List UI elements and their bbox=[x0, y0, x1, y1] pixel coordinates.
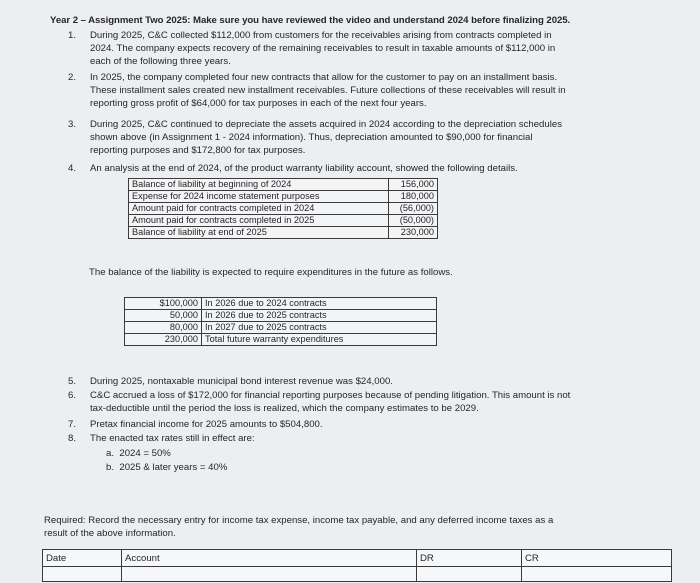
rate-text: 2025 & later years = 40% bbox=[119, 462, 228, 473]
item-line: An analysis at the end of 2024, of the product warranty liability account, showed the following details. bbox=[90, 163, 518, 174]
item-line: C&C accrued a loss of $172,000 for financial reporting purposes because of pending litigation. This amount is not bbox=[90, 390, 571, 401]
item-line: In 2025, the company completed four new contracts that allow for the customer to pay on an installment basis. bbox=[90, 72, 558, 83]
item-number: 3. bbox=[68, 119, 77, 130]
list-item-8 bbox=[68, 432, 650, 445]
header-cr: CR bbox=[522, 550, 672, 567]
item-line: The enacted tax rates still in effect are: bbox=[90, 433, 255, 444]
table-row bbox=[125, 298, 437, 310]
list-item-4 bbox=[68, 162, 620, 175]
table-cell-value: $100,000 bbox=[125, 298, 202, 310]
item-line: During 2025, C&C continued to depreciate the assets acquired in 2024 according to the depreciation schedules bbox=[90, 119, 562, 130]
table-row bbox=[129, 227, 438, 239]
header-date: Date bbox=[43, 550, 122, 567]
item-line: 2024. The company expects recovery of the remaining receivables to result in taxable amounts of $112,000 in bbox=[90, 43, 556, 54]
future-expenditures-table bbox=[124, 297, 437, 346]
table-cell-label: Balance of liability at beginning of 2024 bbox=[129, 179, 389, 191]
table-cell-value: 230,000 bbox=[389, 227, 438, 239]
table-row bbox=[129, 215, 438, 227]
header-dr: DR bbox=[417, 550, 522, 567]
table-cell-label: In 2026 due to 2024 contracts bbox=[202, 298, 437, 310]
required-line: Required: Record the necessary entry for income tax expense, income tax payable, and any deferred income taxes as a bbox=[44, 515, 554, 526]
item-line: reporting gross profit of $64,000 for tax purposes in each of the next four years. bbox=[90, 98, 427, 109]
list-item-1 bbox=[68, 29, 620, 68]
date-cell[interactable] bbox=[43, 567, 122, 582]
item-line: Pretax financial income for 2025 amounts to $504,800. bbox=[90, 419, 323, 430]
item-number: 2. bbox=[68, 72, 77, 83]
required-instructions bbox=[44, 514, 644, 540]
rate-text: 2024 = 50% bbox=[119, 448, 171, 459]
table-cell-label: Expense for 2024 income statement purposes bbox=[129, 191, 389, 203]
table-cell-label: Amount paid for contracts completed in 2024 bbox=[129, 203, 389, 215]
journal-header-row bbox=[43, 550, 672, 567]
journal-entry-table bbox=[42, 549, 672, 582]
list-item-7 bbox=[68, 418, 650, 431]
item-line: During 2025, C&C collected $112,000 from customers for the receivables arising from contracts completed in bbox=[90, 30, 552, 41]
list-item-5 bbox=[68, 375, 650, 388]
table-cell-value: 230,000 bbox=[125, 334, 202, 346]
dr-cell[interactable] bbox=[417, 567, 522, 582]
table-row bbox=[129, 179, 438, 191]
rate-letter: b. bbox=[106, 462, 115, 473]
account-cell[interactable] bbox=[122, 567, 417, 582]
item-line: During 2025, nontaxable municipal bond interest revenue was $24,000. bbox=[90, 376, 393, 387]
rate-item-a bbox=[106, 447, 171, 460]
required-line: result of the above information. bbox=[44, 528, 176, 539]
balance-text: The balance of the liability is expected to require expenditures in the future as follows. bbox=[89, 267, 453, 278]
table-row bbox=[125, 334, 437, 346]
table-cell-label: Balance of liability at end of 2025 bbox=[129, 227, 389, 239]
item-line: shown above (in Assignment 1 - 2024 information). Thus, depreciation amounted to $90,000 for financial bbox=[90, 132, 533, 143]
warranty-liability-table bbox=[128, 178, 438, 239]
assignment-title: Year 2 – Assignment Two 2025: Make sure you have reviewed the video and understand 2024 before finalizing 2025. bbox=[50, 15, 571, 26]
item-line: reporting purposes and $172,800 for tax purposes. bbox=[90, 145, 306, 156]
cr-cell[interactable] bbox=[522, 567, 672, 582]
list-item-2 bbox=[68, 71, 620, 110]
item-number: 1. bbox=[68, 30, 77, 41]
item-number: 8. bbox=[68, 433, 77, 444]
table-cell-value: (50,000) bbox=[389, 215, 438, 227]
item-number: 6. bbox=[68, 390, 77, 401]
table-cell-value: 180,000 bbox=[389, 191, 438, 203]
table-cell-label: In 2026 due to 2025 contracts bbox=[202, 310, 437, 322]
header-account: Account bbox=[122, 550, 417, 567]
table-row bbox=[125, 322, 437, 334]
table-cell-value: 50,000 bbox=[125, 310, 202, 322]
item-line: These installment sales created new installment receivables. Future collections of these receivables will result in bbox=[90, 85, 566, 96]
table-cell-label: Amount paid for contracts completed in 2025 bbox=[129, 215, 389, 227]
item-line: each of the following three years. bbox=[90, 56, 231, 67]
table-row bbox=[129, 191, 438, 203]
rate-item-b bbox=[106, 461, 227, 474]
journal-entry-row bbox=[43, 567, 672, 582]
list-item-3 bbox=[68, 118, 620, 157]
table-cell-label: Total future warranty expenditures bbox=[202, 334, 437, 346]
table-cell-value: 156,000 bbox=[389, 179, 438, 191]
table-cell-value: 80,000 bbox=[125, 322, 202, 334]
item-line: tax-deductible until the period the loss is realized, which the company estimates to be 2029. bbox=[90, 403, 479, 414]
item-number: 5. bbox=[68, 376, 77, 387]
table-row bbox=[125, 310, 437, 322]
table-row bbox=[129, 203, 438, 215]
table-cell-value: (56,000) bbox=[389, 203, 438, 215]
item-number: 4. bbox=[68, 163, 77, 174]
item-number: 7. bbox=[68, 419, 77, 430]
rate-letter: a. bbox=[106, 448, 115, 459]
table-cell-label: In 2027 due to 2025 contracts bbox=[202, 322, 437, 334]
list-item-6 bbox=[68, 389, 650, 415]
